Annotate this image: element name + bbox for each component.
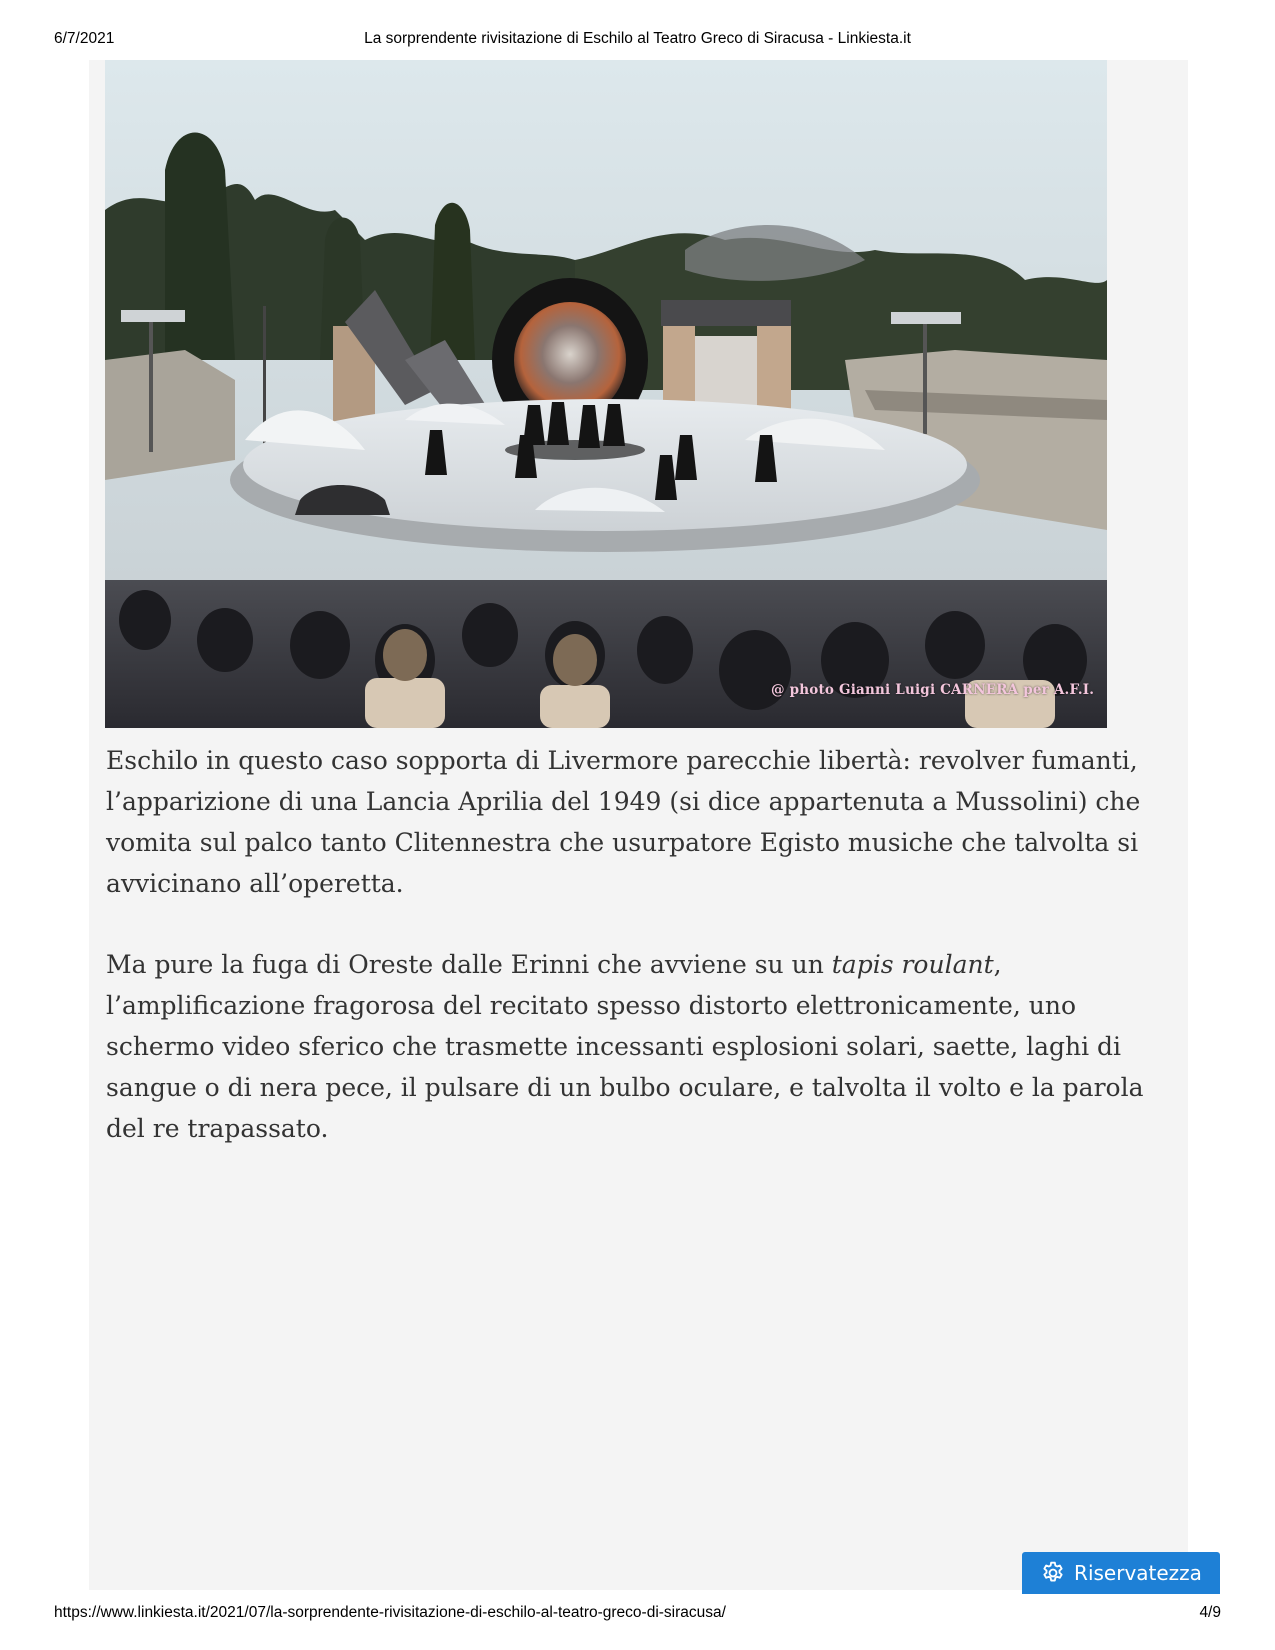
print-footer [0, 1604, 1275, 1626]
privacy-settings-button[interactable] [1022, 1552, 1220, 1594]
paragraph-2-text-start: Ma pure la fuga di Oreste dalle Erinni che avviene su un [106, 950, 832, 979]
article-paragraph-2 [106, 944, 1146, 1149]
article-body [106, 740, 1146, 1189]
print-page-number: 4/9 [1199, 1604, 1221, 1621]
print-date: 6/7/2021 [54, 30, 115, 47]
gear-icon [1040, 1560, 1066, 1586]
article-content-panel [89, 60, 1188, 1590]
print-page-url: https://www.linkiesta.it/2021/07/la-sorprendente-rivisitazione-di-eschilo-al-teatro-greco-di-siracusa/ [54, 1604, 726, 1621]
article-paragraph-1: Eschilo in questo caso sopporta di Livermore parecchie libertà: revolver fumanti, l’apparizione di una Lancia Aprilia del 1949 (si dice appartenuta a Mussolini) che vomita sul palco tanto Clitennestra che usurpatore Egisto musiche che talvolta si avvicinano all’operetta. [106, 746, 1141, 898]
photo-credit: @ photo Gianni Luigi CARNERA per A.F.I. [771, 682, 1095, 698]
privacy-settings-label: Riservatezza [1074, 1561, 1202, 1585]
print-header [0, 30, 1275, 52]
print-page-title: La sorprendente rivisitazione di Eschilo al Teatro Greco di Siracusa - Linkiesta.it [364, 30, 911, 47]
article-photo [105, 60, 1107, 728]
paragraph-2-text-end: , l’amplificazione fragorosa del recitato spesso distorto elettronicamente, uno schermo video sferico che trasmette incessanti esplosioni solari, saette, laghi di sangue o di nera pece, il pulsare di un bulbo oculare, e talvolta il volto e la parola del re trapassato. [106, 950, 1144, 1143]
paragraph-2-italic: tapis roulant [831, 950, 994, 979]
